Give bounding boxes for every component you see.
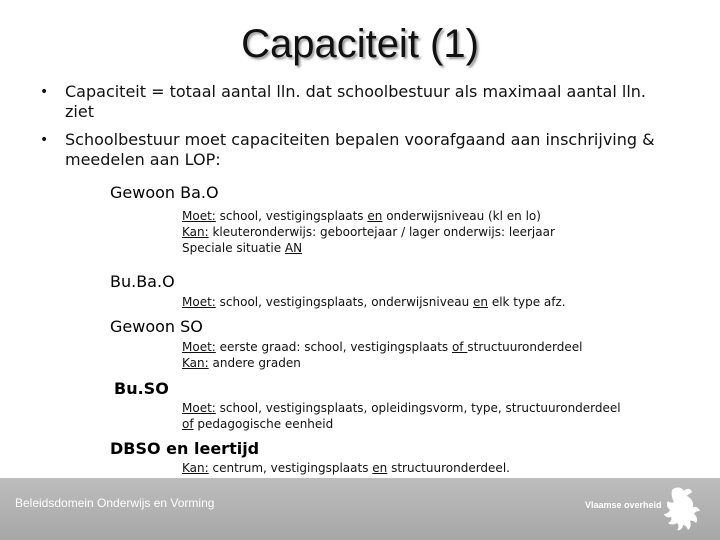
detail-underlined: en xyxy=(367,209,383,223)
footer-government-text: Vlaamse overheid xyxy=(585,500,662,510)
detail-text: elk type afz. xyxy=(488,295,566,309)
must-label: Moet: xyxy=(182,295,216,309)
detail-line xyxy=(182,460,682,476)
section-detail-bubao xyxy=(182,294,682,310)
section-detail-gewoon-so xyxy=(182,339,682,371)
detail-underlined: en xyxy=(473,295,489,309)
section-heading-gewoon-so: Gewoon SO xyxy=(110,317,203,336)
bullet-dot-icon: • xyxy=(40,132,49,148)
section-heading-gewoon-bao: Gewoon Ba.O xyxy=(110,183,219,202)
detail-line xyxy=(182,240,682,256)
detail-line xyxy=(182,355,682,371)
flemish-lion-icon xyxy=(658,484,706,534)
detail-text: Speciale situatie xyxy=(182,241,285,255)
must-label: Moet: xyxy=(182,401,216,415)
detail-line xyxy=(182,208,682,224)
bullet-item xyxy=(40,130,680,170)
must-label: Moet: xyxy=(182,209,216,223)
footer-bar xyxy=(0,478,720,540)
detail-text: centrum, vestigingsplaats xyxy=(208,461,373,475)
detail-text: school, vestigingsplaats, onderwijsniveau xyxy=(215,295,474,309)
section-heading-buso: Bu.SO xyxy=(114,379,169,398)
detail-text: structuuronderdeel xyxy=(467,340,583,354)
detail-text: school, vestigingsplaats xyxy=(215,209,368,223)
detail-line xyxy=(182,224,682,240)
detail-text: school, vestigingsplaats, opleidingsvorm, type, structuuronderdeel xyxy=(215,401,621,415)
bullet-dot-icon: • xyxy=(40,84,49,100)
must-label: Moet: xyxy=(182,340,216,354)
detail-text: eerste graad: school, vestigingsplaats xyxy=(215,340,452,354)
detail-line xyxy=(182,400,682,416)
footer-department-text: Beleidsdomein Onderwijs en Vorming xyxy=(15,496,215,510)
bullet-item xyxy=(40,82,680,122)
detail-line xyxy=(182,294,682,310)
section-detail-dbso xyxy=(182,460,682,476)
bullet-text: Capaciteit = totaal aantal lln. dat schoolbestuur als maximaal aantal lln. ziet xyxy=(65,82,646,121)
section-detail-gewoon-bao xyxy=(182,208,682,256)
detail-text: pedagogische eenheid xyxy=(193,417,334,431)
detail-text: kleuteronderwijs: geboortejaar / lager onderwijs: leerjaar xyxy=(208,225,555,239)
section-heading-dbso: DBSO en leertijd xyxy=(110,439,260,458)
page-title: Capaciteit (1) xyxy=(241,22,479,66)
detail-text: onderwijsniveau (kl en lo) xyxy=(382,209,541,223)
detail-line xyxy=(182,416,682,432)
detail-text: structuuronderdeel. xyxy=(387,461,510,475)
section-detail-buso xyxy=(182,400,682,432)
can-label: Kan: xyxy=(182,356,209,370)
detail-underlined: of xyxy=(451,340,468,354)
bullet-list xyxy=(40,82,680,178)
can-label: Kan: xyxy=(182,461,209,475)
detail-line xyxy=(182,339,682,355)
bullet-text: Schoolbestuur moet capaciteiten bepalen voorafgaand aan inschrijving & meedelen aan LOP: xyxy=(65,130,655,169)
section-heading-bubao: Bu.Ba.O xyxy=(110,272,175,291)
detail-text: andere graden xyxy=(208,356,301,370)
detail-underlined: AN xyxy=(284,241,303,255)
detail-underlined: en xyxy=(372,461,388,475)
detail-underlined: of xyxy=(182,417,194,431)
can-label: Kan: xyxy=(182,225,209,239)
